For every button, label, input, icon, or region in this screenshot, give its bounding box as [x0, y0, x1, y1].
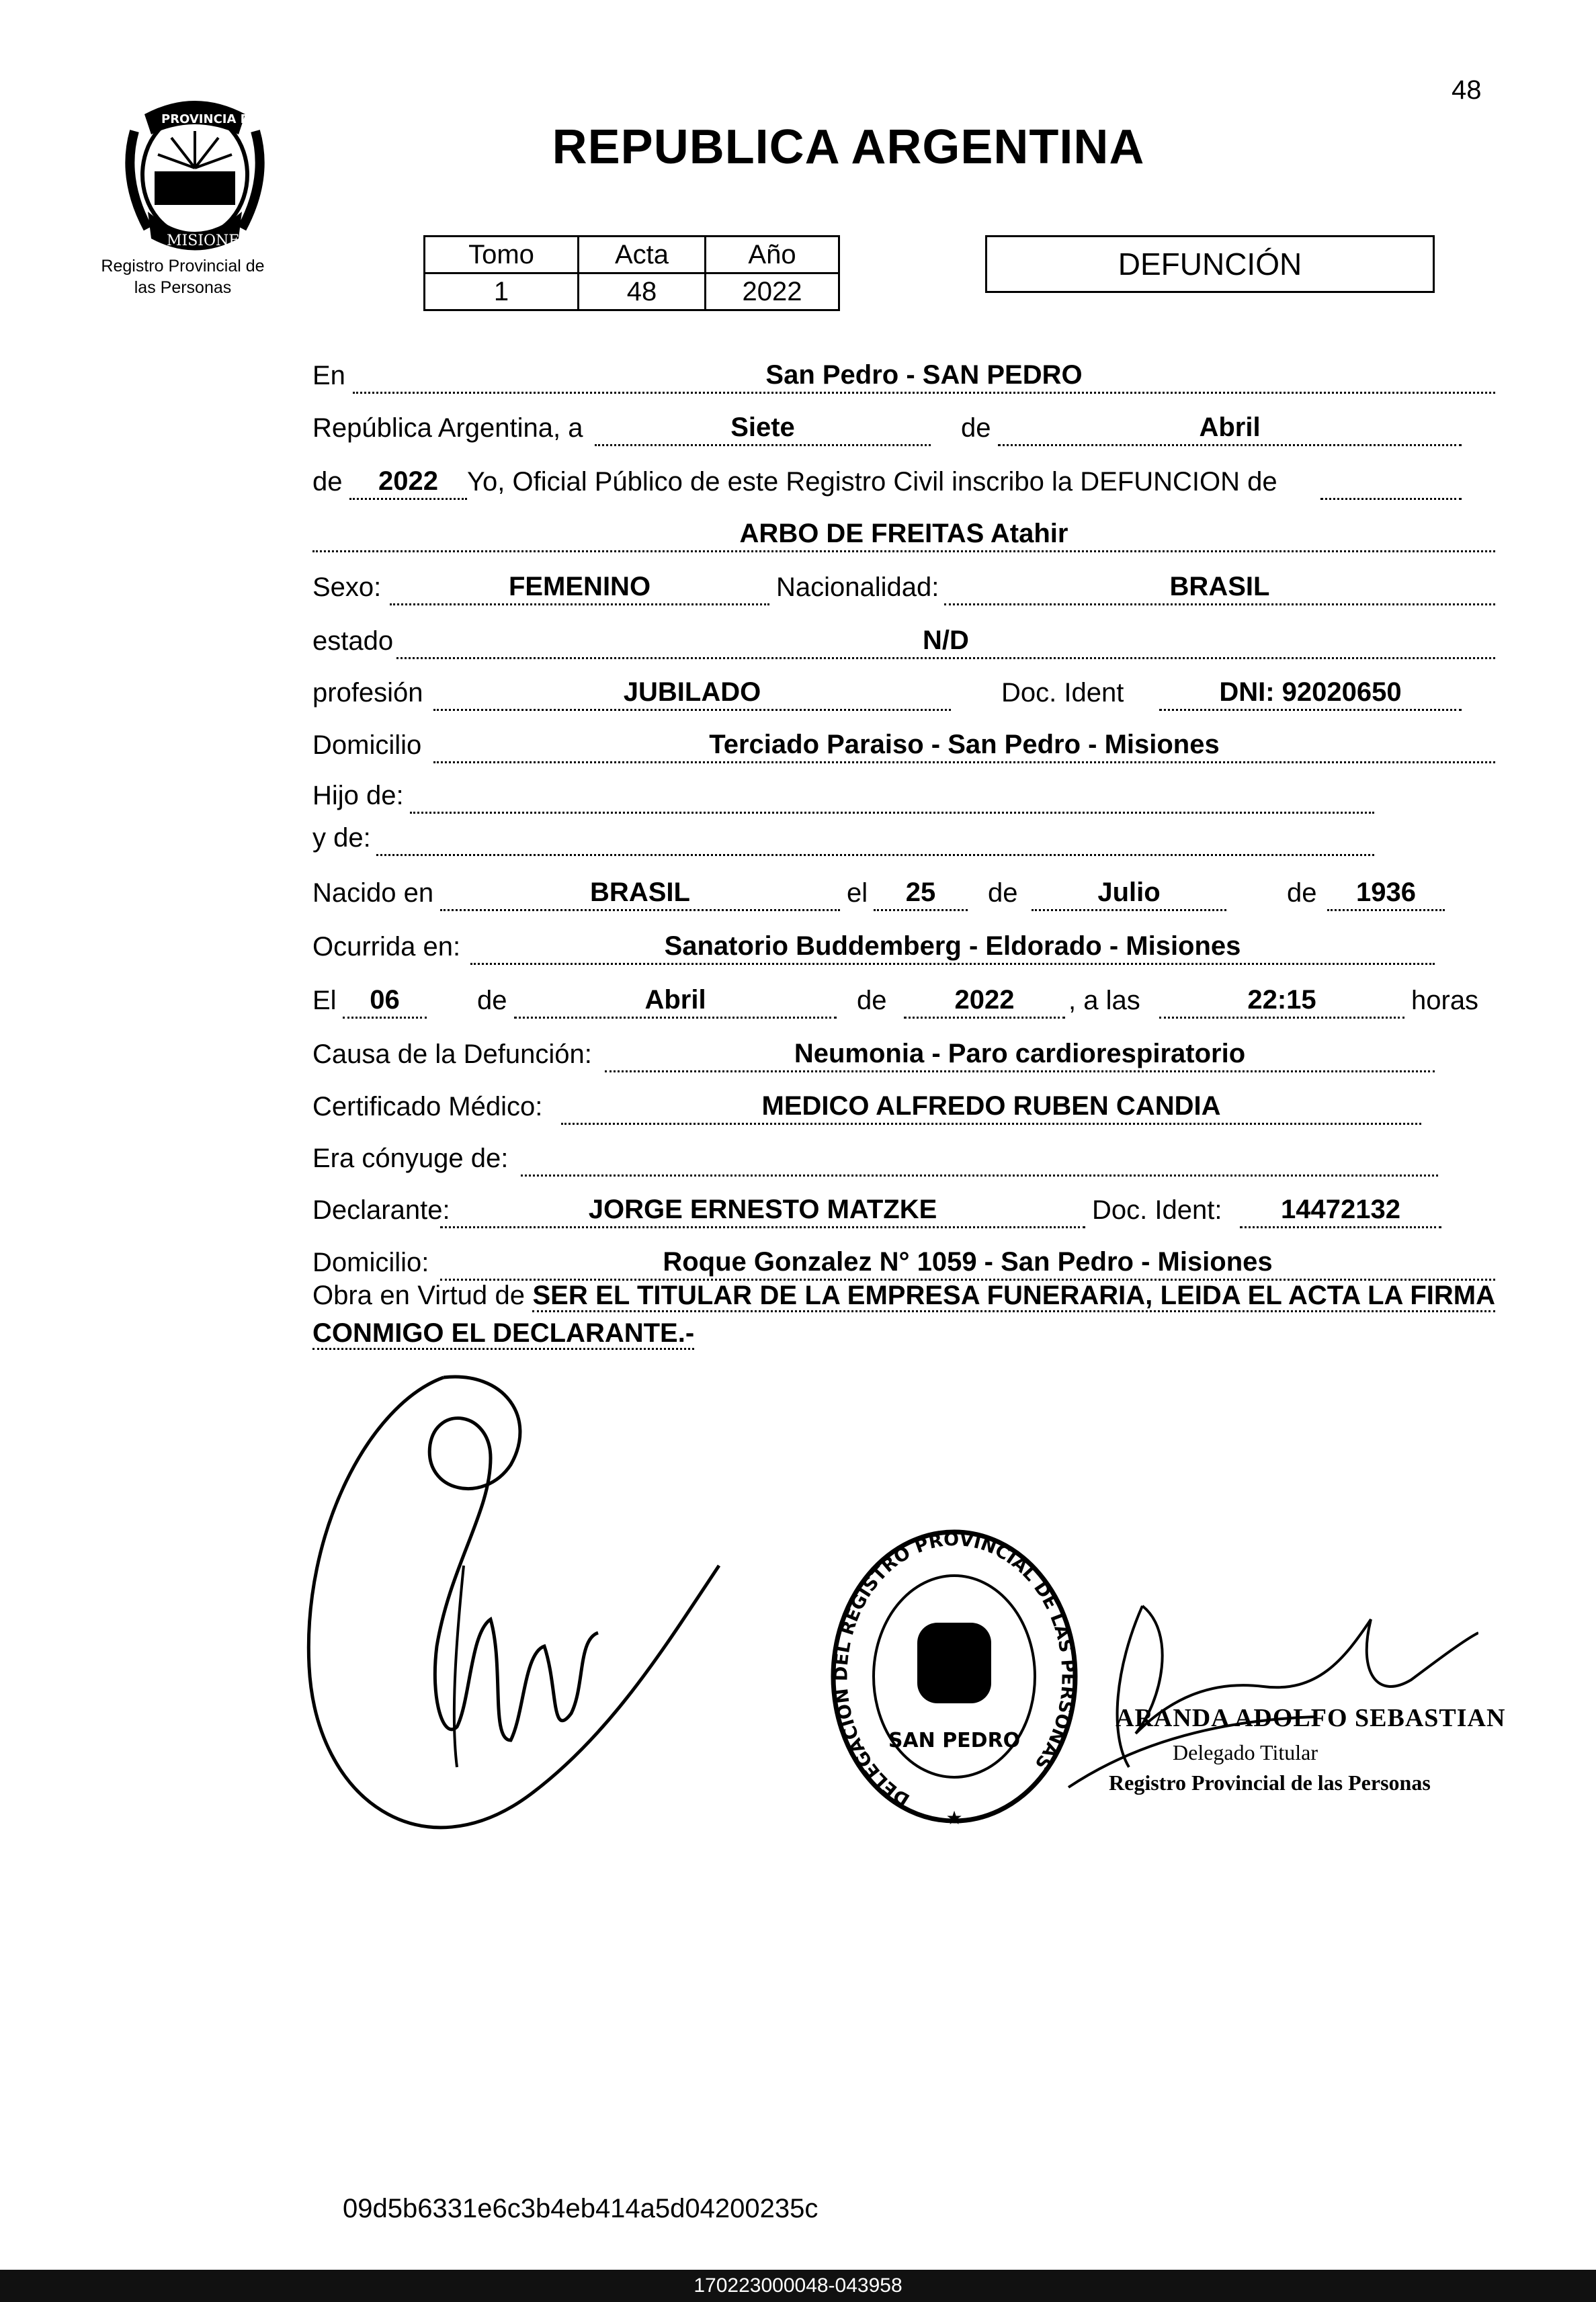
value-anio: 2022	[706, 273, 839, 310]
field-doc-ident: DNI: 92020650	[1159, 675, 1462, 711]
field-sexo: FEMENINO	[390, 570, 769, 605]
registry-stamp	[823, 1525, 1085, 1834]
field-hora: 22:15	[1159, 983, 1404, 1019]
field-declarante-doc: 14472132	[1240, 1193, 1441, 1228]
row-y-de	[312, 818, 1495, 859]
document-hash: 09d5b6331e6c3b4eb414a5d04200235c	[343, 2194, 818, 2223]
field-fecha-dia: 06	[343, 983, 427, 1019]
row-nacimiento	[312, 873, 1495, 914]
label-certificado: Certificado Médico:	[312, 1092, 543, 1121]
record-table	[423, 235, 840, 311]
field-conyuge	[521, 1141, 1438, 1177]
footer-code: 170223000048-043958	[0, 2270, 1596, 2302]
label-el: El	[312, 986, 337, 1015]
seal-text-bottom: MISIONES	[167, 232, 250, 249]
row-domicilio	[312, 726, 1495, 766]
label-domicilio-declarante: Domicilio:	[312, 1248, 429, 1277]
field-obra-en-virtud: SER EL TITULAR DE LA EMPRESA FUNERARIA, LEIDA EL ACTA LA FIRMA CONMIGO EL DECLARANTE.-	[312, 1281, 1495, 1350]
record-type-box: DEFUNCIÓN	[985, 235, 1435, 293]
label-horas: horas	[1411, 986, 1479, 1015]
record-table-value-row	[425, 273, 839, 310]
field-ocurrida-en: Sanatorio Buddemberg - Eldorado - Misiones	[470, 929, 1435, 965]
field-y-de	[376, 820, 1374, 856]
field-nacido-mes: Julio	[1032, 876, 1226, 911]
field-fecha-anio: 2022	[904, 983, 1065, 1019]
declarant-signature	[289, 1364, 726, 1848]
label-ocurrida-en: Ocurrida en:	[312, 932, 461, 962]
field-declarante: JORGE ERNESTO MATZKE	[440, 1193, 1085, 1228]
label-a-las: , a las	[1068, 986, 1140, 1015]
row-conyuge	[312, 1139, 1495, 1179]
field-nombre: ARBO DE FREITAS Atahir	[312, 517, 1495, 552]
signatory-role: Delegado Titular	[1173, 1740, 1318, 1764]
label-estado: estado	[312, 626, 394, 656]
row-fecha-inscripcion	[312, 409, 1495, 449]
svg-text:★: ★	[946, 1807, 963, 1828]
page-number: 48	[1452, 75, 1482, 105]
field-nacido-dia: 25	[874, 876, 968, 911]
row-anio-oficial	[312, 462, 1495, 503]
header-tomo: Tomo	[425, 237, 579, 273]
label-declarante: Declarante:	[312, 1195, 450, 1225]
label-profesion: profesión	[312, 678, 423, 708]
logo-caption	[75, 255, 290, 298]
label-domicilio: Domicilio	[312, 730, 422, 760]
label-nacionalidad: Nacionalidad:	[776, 572, 939, 602]
value-acta: 48	[579, 273, 706, 310]
row-hijo-de	[312, 776, 1495, 816]
label-nacido-en: Nacido en	[312, 878, 434, 908]
label-de-fecha-anio: de	[857, 986, 887, 1015]
row-ocurrida-en	[312, 927, 1495, 968]
stamp-inner-text: SAN PEDRO	[888, 1729, 1021, 1752]
row-estado	[312, 622, 1495, 662]
label-de-fecha-mes: de	[477, 986, 507, 1015]
signatory-org: Registro Provincial de las Personas	[1109, 1771, 1431, 1795]
label-y-de: y de:	[312, 823, 371, 853]
row-fecha-defuncion	[312, 981, 1495, 1021]
field-domicilio: Terciado Paraiso - San Pedro - Misiones	[433, 728, 1495, 763]
logo-caption-line1: Registro Provincial de	[101, 257, 265, 275]
field-declarante-domicilio: Roque Gonzalez N° 1059 - San Pedro - Misiones	[440, 1245, 1495, 1281]
field-anio-blank	[1320, 464, 1462, 500]
label-republica: República Argentina, a	[312, 413, 583, 443]
field-estado: N/D	[396, 624, 1495, 659]
page-title: REPUBLICA ARGENTINA	[552, 120, 1145, 174]
header-anio: Año	[706, 237, 839, 273]
header-acta: Acta	[579, 237, 706, 273]
field-nacido-anio: 1936	[1327, 876, 1445, 911]
label-en: En	[312, 361, 345, 390]
label-causa: Causa de la Defunción:	[312, 1039, 592, 1069]
label-conyuge: Era cónyuge de:	[312, 1144, 509, 1173]
row-profesion	[312, 673, 1495, 714]
label-de: de	[961, 413, 991, 443]
row-causa	[312, 1035, 1495, 1075]
stamp-ring-text: DELEGACION DEL REGISTRO PROVINCIAL DE LAS PERSONAS	[831, 1529, 1079, 1810]
label-hijo-de: Hijo de:	[312, 781, 404, 810]
label-de-nacimiento-anio: de	[1287, 878, 1317, 908]
signatory-name: ARANDA ADOLFO SEBASTIAN	[1116, 1704, 1506, 1732]
field-mes-texto: Abril	[998, 411, 1462, 446]
label-de-anio: de	[312, 467, 343, 497]
label-de-nacimiento-mes: de	[988, 878, 1018, 908]
label-yo-oficial: Yo, Oficial Público de este Registro Civil inscribo la DEFUNCION de	[467, 467, 1277, 497]
record-table-header-row	[425, 237, 839, 273]
label-sexo: Sexo:	[312, 572, 382, 602]
field-certificado: MEDICO ALFREDO RUBEN CANDIA	[561, 1089, 1421, 1125]
label-obra-en-virtud: Obra en Virtud de	[312, 1281, 526, 1310]
field-lugar: San Pedro - SAN PEDRO	[353, 358, 1495, 394]
row-certificado	[312, 1087, 1495, 1127]
row-nombre	[312, 515, 1495, 555]
logo-caption-line2: las Personas	[134, 278, 232, 297]
row-lugar	[312, 356, 1495, 396]
obra-en-virtud-paragraph	[312, 1277, 1495, 1352]
row-declarante	[312, 1191, 1495, 1231]
value-tomo: 1	[425, 273, 579, 310]
field-anio: 2022	[349, 464, 467, 500]
field-nacido-en: BRASIL	[440, 876, 840, 911]
row-sexo	[312, 568, 1495, 608]
seal-text-top: PROVINCIA DE	[161, 112, 259, 126]
field-nacionalidad: BRASIL	[944, 570, 1495, 605]
field-hijo-de	[410, 778, 1374, 814]
field-fecha-mes: Abril	[514, 983, 837, 1019]
label-doc-ident-declarante: Doc. Ident:	[1092, 1195, 1222, 1225]
field-dia-texto: Siete	[595, 411, 931, 446]
label-doc-ident: Doc. Ident	[1001, 678, 1124, 708]
label-el-nacimiento: el	[847, 878, 868, 908]
field-profesion: JUBILADO	[433, 675, 951, 711]
field-causa: Neumonia - Paro cardiorespiratorio	[605, 1037, 1435, 1072]
